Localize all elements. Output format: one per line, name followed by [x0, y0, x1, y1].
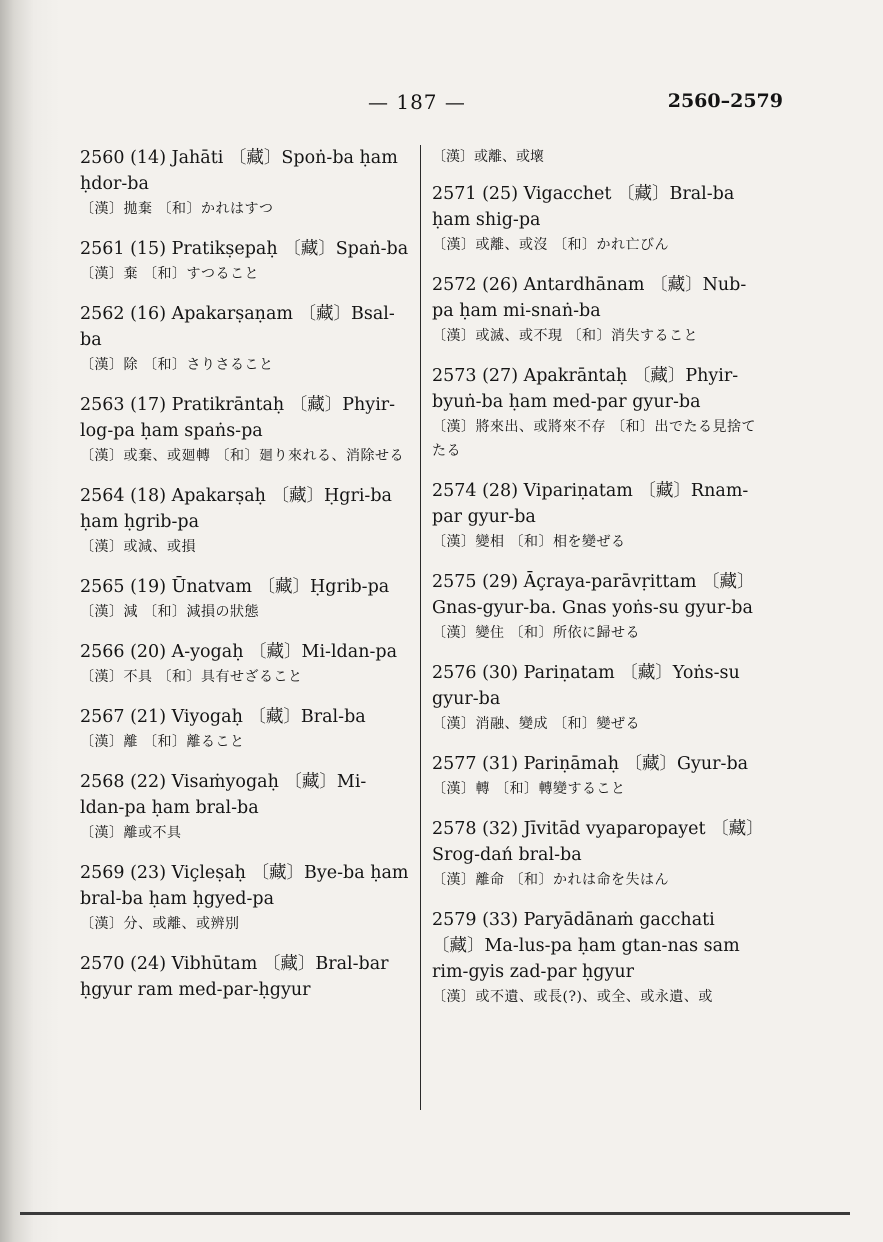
entry-head: 2561 (15) Pratikṣepaḥ 〔藏〕Spaṅ-ba: [80, 239, 409, 259]
entry: [80, 236, 410, 286]
entry-head: 2568 (22) Visaṁyogaḥ 〔藏〕Mi-ldan-pa ḥam bral-ba: [80, 772, 367, 818]
entry: [432, 181, 762, 257]
entry: [80, 392, 410, 468]
entry: [80, 301, 410, 377]
entry-head: 2571 (25) Vigacchet 〔藏〕Bral-ba ḥam shig-pa: [432, 184, 735, 230]
entry-chinese: 〔漢〕離 〔和〕離ること: [80, 734, 245, 750]
entry: [432, 816, 762, 892]
entry-chinese: 〔漢〕分、或離、或辨別: [80, 916, 240, 932]
entry-head: 2570 (24) Vibhūtam 〔藏〕Bral-bar ḥgyur ram med-par-ḥgyur: [80, 954, 389, 1000]
entry-head: 2579 (33) Paryādānaṁ gacchati 〔藏〕Ma-lus-pa ḥam gtan-nas sam rim-gyis zad-par ḥgyur: [432, 910, 740, 982]
entry: [432, 907, 762, 1009]
entry: [432, 272, 762, 348]
entry-chinese: 〔漢〕不具 〔和〕具有せざること: [80, 669, 303, 685]
entry-head: 2569 (23) Viçleṣaḥ 〔藏〕Bye-ba ḥam bral-ba ḥam ḥgyed-pa: [80, 863, 409, 909]
entry-chinese: 〔漢〕離命 〔和〕かれは命を失はん: [432, 872, 669, 888]
column-divider: [420, 145, 421, 1110]
entry-chinese: 〔漢〕離或不具: [80, 825, 182, 841]
entry-chinese: 〔漢〕將來出、或將來不存 〔和〕出でたる見捨てたる: [432, 419, 756, 459]
entry: [80, 860, 410, 936]
entry-chinese: 〔漢〕減 〔和〕減損の狀態: [80, 604, 259, 620]
entry-head: 2563 (17) Pratikrāntaḥ 〔藏〕Phyir-log-pa ḥam spaṅs-pa: [80, 395, 396, 441]
bottom-rule: [20, 1212, 850, 1215]
entry-head: 2564 (18) Apakarṣaḥ 〔藏〕Ḥgri-ba ḥam ḥgrib-pa: [80, 486, 392, 532]
entry-chinese: 〔漢〕或滅、或不現 〔和〕消失すること: [432, 328, 698, 344]
entry: [80, 145, 410, 221]
entry: [80, 951, 410, 1003]
entry: [80, 574, 410, 624]
entry-chinese: 〔漢〕或不遺、或長(?)、或全、或永遺、或: [432, 989, 713, 1005]
entry: [432, 751, 762, 801]
entry: [80, 483, 410, 559]
entry-head: 2576 (30) Pariṇatam 〔藏〕Yoṅs-su gyur-ba: [432, 663, 740, 709]
entry: [80, 704, 410, 754]
entry-head: 2572 (26) Antardhānam 〔藏〕Nub-pa ḥam mi-snaṅ-ba: [432, 275, 747, 321]
entry-head: 2567 (21) Viyogaḥ 〔藏〕Bral-ba: [80, 707, 366, 727]
entry-chinese: 〔漢〕或離、或沒 〔和〕かれ亡びん: [432, 237, 669, 253]
entry-chinese: 〔漢〕或棄、或廻轉 〔和〕廻り來れる、消除せる: [80, 448, 404, 464]
entry: [432, 569, 762, 645]
page-header: [0, 90, 883, 120]
entry-chinese: 〔漢〕變相 〔和〕相を變ぜる: [432, 534, 626, 550]
entry-head: 2573 (27) Apakrāntaḥ 〔藏〕Phyir-byuṅ-ba ḥam med-par gyur-ba: [432, 366, 739, 412]
entry-chinese: 〔漢〕變住 〔和〕所依に歸せる: [432, 625, 640, 641]
entry-head: 2566 (20) A-yogaḥ 〔藏〕Mi-ldan-pa: [80, 642, 398, 662]
entry-chinese: 〔漢〕拋棄 〔和〕かれはすつ: [80, 201, 274, 217]
entry: [432, 660, 762, 736]
entry-head: 2578 (32) Jīvitād vyaparopayet 〔藏〕Srog-dań bral-ba: [432, 819, 755, 865]
entry-head: 2562 (16) Apakarṣaṇam 〔藏〕Bsal-ba: [80, 304, 395, 350]
page-number: — 187 —: [368, 90, 466, 114]
entry-head: 2575 (29) Āçraya-parāvṛittam 〔藏〕Gnas-gyur-ba. Gnas yoṅs-su gyur-ba: [432, 572, 755, 618]
entry: [432, 363, 762, 463]
entry: [432, 478, 762, 554]
entry-range: 2560–2579: [667, 90, 783, 112]
entry-chinese: 〔漢〕轉 〔和〕轉變すること: [432, 781, 626, 797]
left-column: [80, 145, 410, 1018]
entry: [80, 769, 410, 845]
entry-head: 2560 (14) Jahāti 〔藏〕Spoṅ-ba ḥam ḥdor-ba: [80, 148, 398, 194]
entry: [80, 639, 410, 689]
entry-head: 2577 (31) Pariṇāmaḥ 〔藏〕Gyur-ba: [432, 754, 749, 774]
entry-head: 2565 (19) Ūnatvam 〔藏〕Ḥgrib-pa: [80, 577, 390, 597]
entry-head: 2574 (28) Vipariṇatam 〔藏〕Rnam-par gyur-ba: [432, 481, 749, 527]
continuation-line: 〔漢〕或離、或壞: [432, 149, 544, 165]
entry-chinese: 〔漢〕除 〔和〕さりさること: [80, 357, 274, 373]
entry-chinese: 〔漢〕或減、或損: [80, 539, 196, 555]
entry-chinese: 〔漢〕消融、變成 〔和〕變ぜる: [432, 716, 640, 732]
entry-chinese: 〔漢〕棄 〔和〕すつること: [80, 266, 259, 282]
right-column: [432, 145, 762, 1024]
